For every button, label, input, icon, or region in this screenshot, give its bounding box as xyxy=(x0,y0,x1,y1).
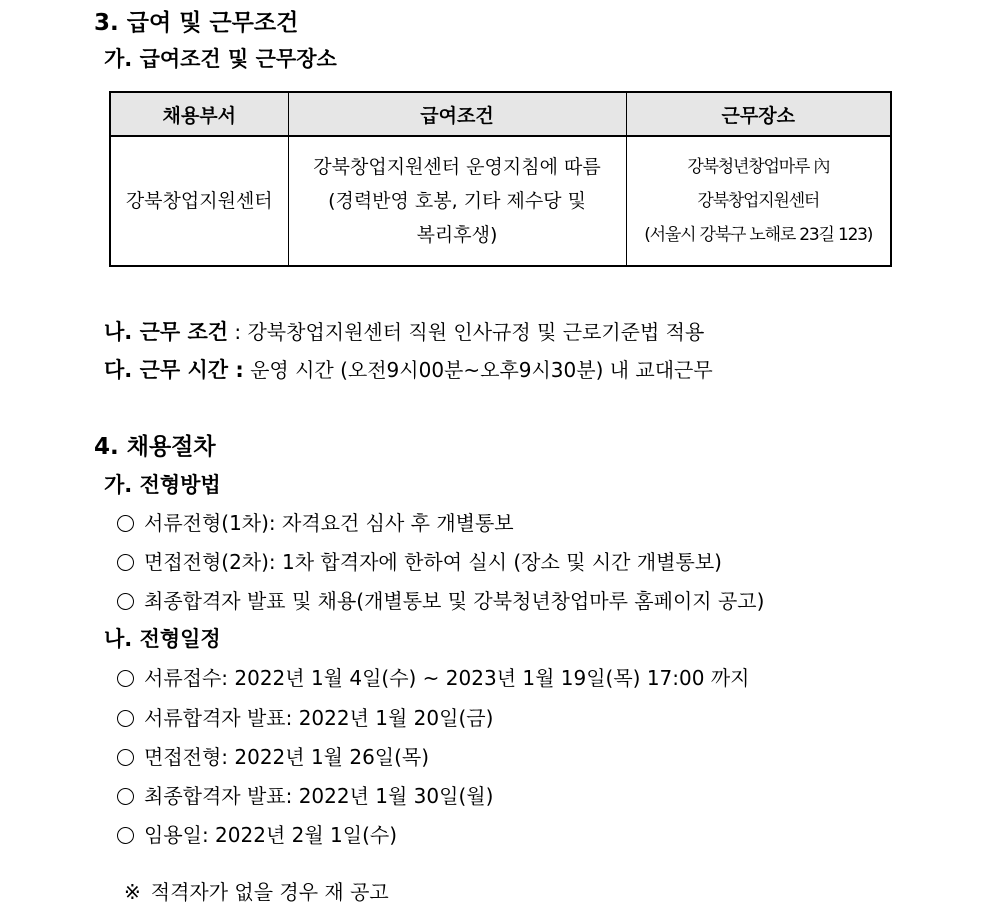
schedule-item xyxy=(117,819,397,848)
circle-bullet-icon xyxy=(117,670,134,687)
table-header-row xyxy=(110,92,891,136)
work-hours-label: 다. 근무 시간 : xyxy=(104,358,244,382)
circle-bullet-icon xyxy=(117,554,134,571)
header-salary: 급여조건 xyxy=(288,92,626,136)
section-3-title: 3. 급여 및 근무조건 xyxy=(94,10,299,36)
circle-bullet-icon xyxy=(117,788,134,805)
salary-line: 강북창업지원센터 운영지침에 따름 xyxy=(313,156,601,178)
location-line: 강북청년창업마루 內 xyxy=(687,157,830,177)
circle-bullet-icon xyxy=(117,749,134,766)
schedule-item xyxy=(117,662,749,691)
section-4-title: 4. 채용절차 xyxy=(94,434,216,460)
reference-mark-icon: ※ xyxy=(124,880,141,904)
dept-cell: 강북창업지원센터 xyxy=(110,136,288,266)
schedule-text: 서류합격자 발표: 2022년 1월 20일(금) xyxy=(144,706,494,730)
schedule-subtitle: 나. 전형일정 xyxy=(104,627,221,651)
schedule-item xyxy=(117,702,493,731)
method-text: 서류전형(1차): 자격요건 심사 후 개별통보 xyxy=(144,511,514,535)
work-conditions-line xyxy=(104,316,704,346)
schedule-text: 최종합격자 발표: 2022년 1월 30일(월) xyxy=(144,784,494,808)
work-hours-text: 운영 시간 (오전9시00분~오후9시30분) 내 교대근무 xyxy=(250,358,713,382)
work-conditions-label: 나. 근무 조건 xyxy=(104,320,229,344)
schedule-text: 면접전형: 2022년 1월 26일(목) xyxy=(144,745,430,769)
table-row xyxy=(110,136,891,266)
header-dept: 채용부서 xyxy=(110,92,288,136)
selection-method-subtitle: 가. 전형방법 xyxy=(104,473,221,497)
method-text: 면접전형(2차): 1차 합격자에 한하여 실시 (장소 및 시간 개별통보) xyxy=(144,550,722,574)
location-line: (서울시 강북구 노해로 23길 123) xyxy=(644,225,873,245)
header-location: 근무장소 xyxy=(626,92,891,136)
schedule-text: 임용일: 2022년 2월 1일(수) xyxy=(144,823,398,847)
method-text: 최종합격자 발표 및 채용(개별통보 및 강북청년창업마루 홈페이지 공고) xyxy=(144,589,765,613)
location-line: 강북창업지원센터 xyxy=(697,191,820,211)
schedule-text: 서류접수: 2022년 1월 4일(수) ~ 2023년 1월 19일(목) 17:00 까지 xyxy=(144,666,750,690)
circle-bullet-icon xyxy=(117,593,134,610)
schedule-item xyxy=(117,780,493,809)
salary-line: (경력반영 호봉, 기타 제수당 및 xyxy=(328,190,586,212)
circle-bullet-icon xyxy=(117,710,134,727)
circle-bullet-icon xyxy=(117,515,134,532)
circle-bullet-icon xyxy=(117,827,134,844)
salary-cell xyxy=(288,136,626,266)
salary-line: 복리후생) xyxy=(416,224,498,246)
work-hours-line xyxy=(104,354,713,384)
schedule-item xyxy=(117,741,429,770)
method-item xyxy=(117,546,722,575)
salary-location-subtitle: 가. 급여조건 및 근무장소 xyxy=(104,47,337,71)
location-cell xyxy=(626,136,891,266)
note-line xyxy=(124,876,389,905)
method-item xyxy=(117,585,764,614)
work-conditions-text: : 강북창업지원센터 직원 인사규정 및 근로기준법 적용 xyxy=(234,320,705,344)
note-text: 적격자가 없을 경우 재 공고 xyxy=(150,880,389,904)
method-item xyxy=(117,507,514,536)
salary-location-table xyxy=(109,91,892,267)
